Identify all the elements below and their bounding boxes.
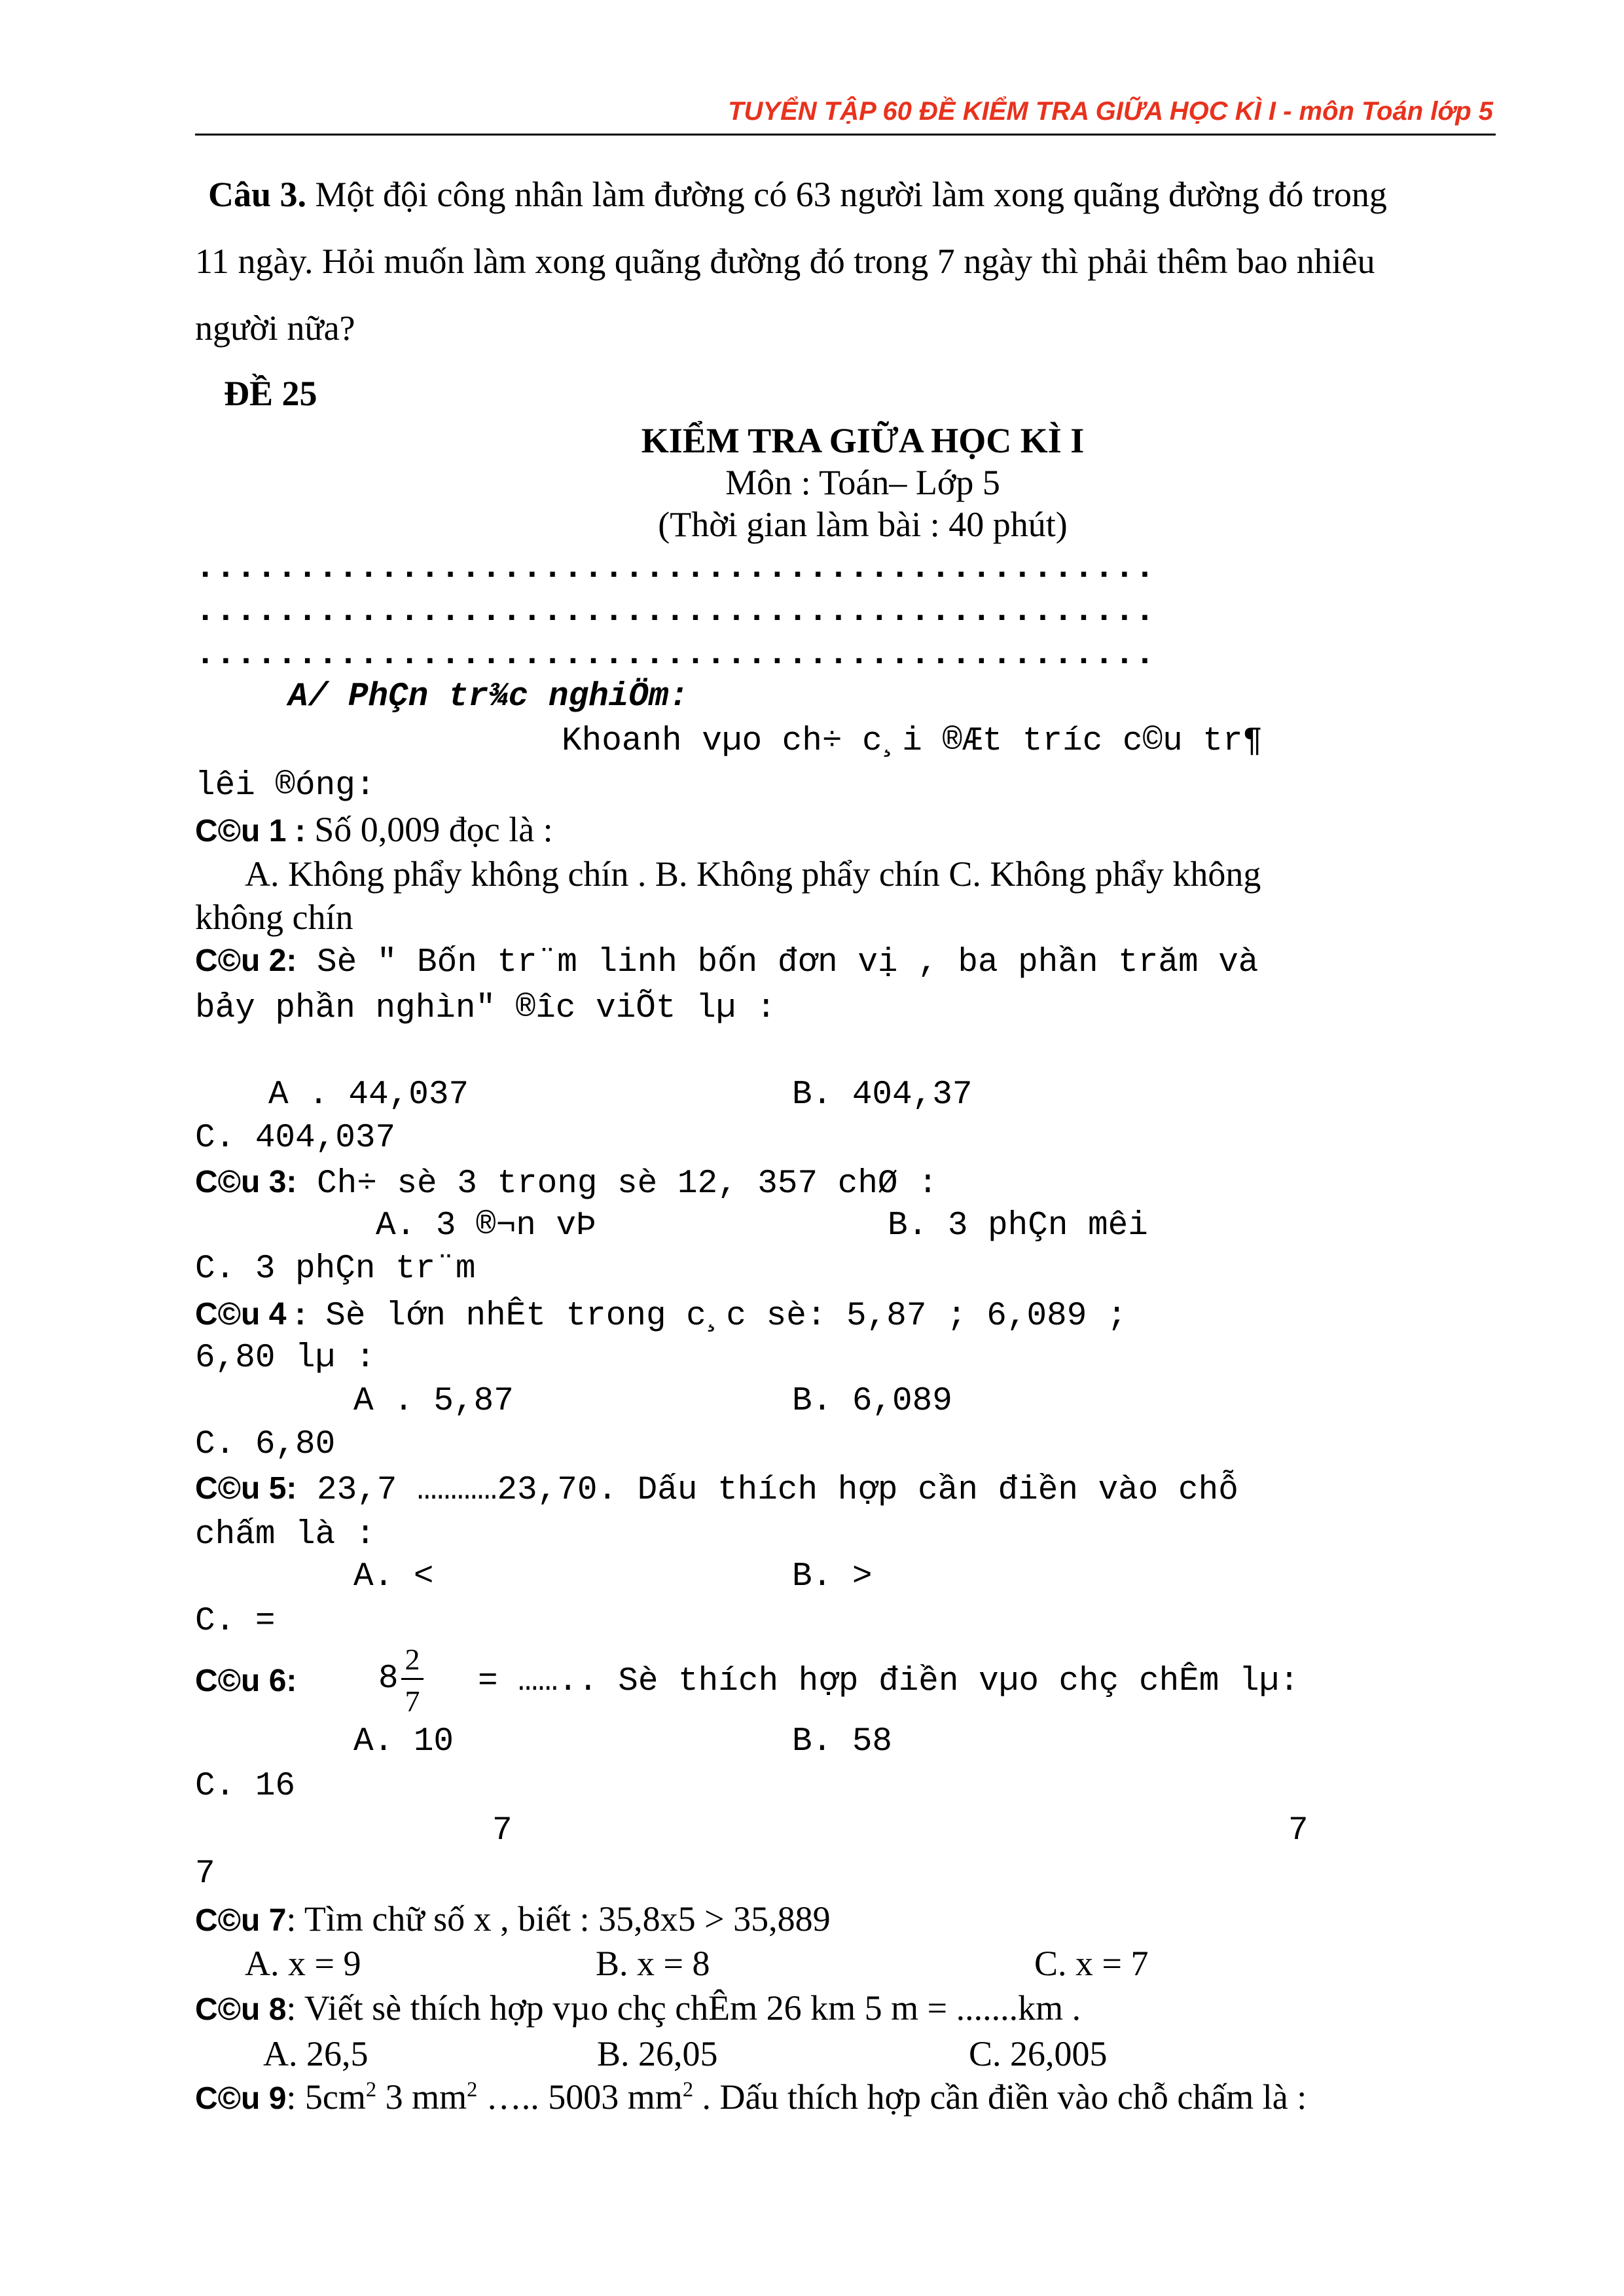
question-8-label: C©u 8 — [195, 1992, 287, 2027]
question-6-fraction-denominator: 7 — [405, 1685, 420, 1718]
question-8-option-b: B. 26,05 — [597, 2034, 718, 2073]
question-8-option-a: A. 26,5 — [263, 2034, 369, 2073]
question-2-label: C©u 2: — [195, 943, 297, 978]
question-6-denominator-a: 7 — [492, 1812, 513, 1850]
question-2-option-b: B. 404,37 — [792, 1076, 973, 1114]
question-1: C©u 1 : Số 0,009 đọc là : — [195, 810, 553, 849]
exam-subject: Môn : Toán– Lớp 5 — [725, 463, 1000, 502]
prev-question-line3: người nữa? — [195, 308, 355, 348]
question-9: C©u 9: $5cm^2$ 3 $mm^2$ ….. 5003 $mm^2$ . Dấu thích hợp cần điền vào chỗ chấm là : — [195, 2077, 1307, 2117]
question-6-fraction-bar — [401, 1678, 424, 1680]
question-6-label: C©u 6: — [195, 1664, 297, 1698]
question-3-option-b: B. 3 phÇn mêi — [888, 1207, 1148, 1245]
prev-question-line2: 11 ngày. Hỏi muốn làm xong quãng đường đó trong 7 ngày thì phải thêm bao nhiêu — [195, 242, 1375, 281]
question-7: C©u 7: Tìm chữ số x , biết : 35,8x5 > 35,889 — [195, 1899, 831, 1939]
question-5-label: C©u 5: — [195, 1471, 297, 1506]
header-rule — [195, 134, 1496, 136]
question-1-label: C©u 1 : — [195, 814, 306, 848]
question-3-label: C©u 3: — [195, 1165, 297, 1199]
question-4-option-c: C. 6,80 — [195, 1426, 336, 1463]
dotted-line-2: ............................................... — [195, 592, 1155, 630]
question-6-fraction-numerator: 2 — [405, 1643, 420, 1676]
question-2-option-c: C. 404,037 — [195, 1120, 396, 1157]
prev-question-label: Câu 3. — [208, 175, 307, 214]
question-4-label: C©u 4 : — [195, 1297, 306, 1332]
question-5-line2: chấm là : — [195, 1516, 376, 1554]
question-4: C©u 4 : Sè lớn nhÊt trong c¸c sè: 5,87 ; 6,089 ; — [195, 1297, 1127, 1335]
question-5-option-a: A. < — [353, 1558, 434, 1595]
question-3: C©u 3: Ch÷ sè 3 trong sè 12, 357 chØ : — [195, 1165, 938, 1203]
question-7-label: C©u 7 — [195, 1903, 287, 1938]
question-6-option-b: B. 58 — [792, 1723, 893, 1760]
exam-number: ĐỀ 25 — [224, 374, 317, 413]
dotted-line-3: ............................................... — [195, 635, 1155, 674]
question-2-option-a: A . 44,037 — [268, 1076, 469, 1114]
question-5-option-c: C. = — [195, 1603, 276, 1640]
question-3-option-c: C. 3 phÇn tr¨m — [195, 1250, 476, 1288]
dotted-line-1: ............................................... — [195, 549, 1155, 587]
question-6-option-c: C. 16 — [195, 1768, 296, 1805]
question-4-option-b: B. 6,089 — [792, 1383, 952, 1420]
prev-question-line1: Câu 3. Một đội công nhân làm đường có 63 người làm xong quãng đường đó trong — [208, 175, 1387, 214]
question-5: C©u 5: 23,7 …………23,70. Dấu thích hợp cần điền vào chỗ — [195, 1471, 1238, 1509]
question-8-option-c: C. 26,005 — [969, 2034, 1108, 2073]
question-4-option-a: A . 5,87 — [353, 1383, 514, 1420]
question-7-option-c: C. x = 7 — [1034, 1944, 1149, 1983]
question-5-option-b: B. > — [792, 1558, 873, 1595]
section-a-instruction-2: lêi ®óng: — [195, 767, 376, 805]
question-6-denominator-b: 7 — [1288, 1812, 1308, 1850]
question-9-label: C©u 9 — [195, 2081, 287, 2116]
question-8: C©u 8: Viết sè thích hợp vµo chç chÊm 26 km 5 m = .......km . — [195, 1988, 1081, 2028]
exam-time: (Thời gian làm bài : 40 phút) — [658, 505, 1068, 544]
question-7-option-a: A. x = 9 — [245, 1944, 361, 1983]
exam-title: KIỂM TRA GIỮA HỌC KÌ I — [641, 421, 1085, 460]
question-2-line2: bảy phần nghìn" ®îc viÕt lµ : — [195, 990, 776, 1027]
question-1-options: A. Không phẩy không chín . B. Không phẩy chín C. Không phẩy không — [245, 854, 1261, 894]
question-6-option-a: A. 10 — [353, 1723, 454, 1760]
section-a-title: A/ PhÇn tr¾c nghiÖm: — [288, 678, 689, 716]
question-7-option-b: B. x = 8 — [596, 1944, 710, 1983]
question-6-denominator-c: 7 — [195, 1855, 215, 1893]
question-3-option-a: A. 3 ®¬n vÞ — [376, 1207, 596, 1245]
question-1-options-cont: không chín — [195, 898, 353, 937]
question-6-mixed-whole: 8 — [378, 1660, 399, 1698]
question-6-text: = …….. Sè thích hợp điền vµo chç chÊm lµ: — [478, 1663, 1299, 1700]
section-a-instruction-1: Khoanh vµo ch÷ c¸i ®Æt tríc c©u tr¶ — [562, 723, 1263, 760]
question-4-line2: 6,80 lµ : — [195, 1339, 376, 1377]
question-2: C©u 2: Sè " Bốn tr¨m linh bốn đơn vị , ba phần trăm và — [195, 943, 1259, 981]
header-title: TUYỂN TẬP 60 ĐỀ KIỂM TRA GIỮA HỌC KÌ I - môn Toán lớp 5 — [728, 97, 1493, 126]
